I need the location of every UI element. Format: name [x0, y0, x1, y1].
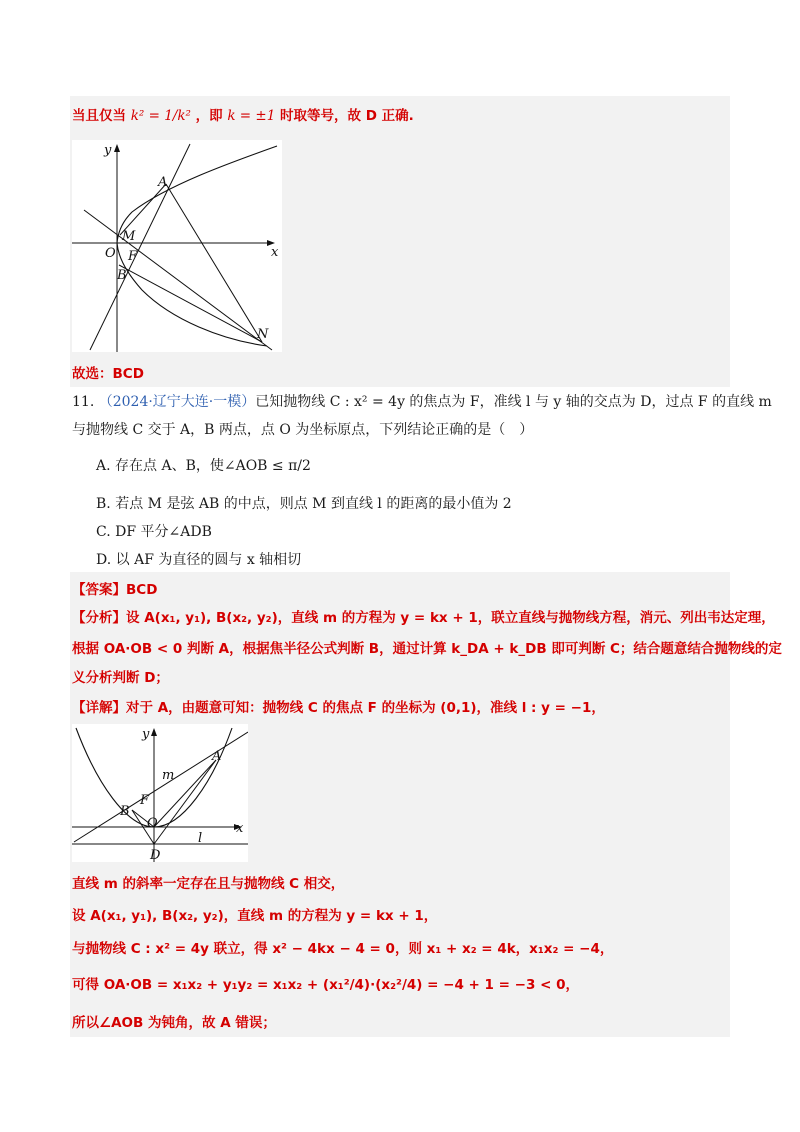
analysis-tag: 【分析】 [72, 610, 126, 626]
option-a-text: 存在点 A、B，使∠AOB ≤ π/2 [115, 458, 311, 474]
answer-value: BCD [126, 582, 158, 598]
figure-1-label-a: A [158, 175, 168, 190]
choice-line: 故选：BCD [72, 366, 144, 382]
problem-text-1: 已知抛物线 C : x² = 4y 的焦点为 F，准线 l 与 y 轴的交点为 D，过点 F 的直线 m [255, 394, 772, 410]
analysis-text-1: 设 A(x₁, y₁), B(x₂, y₂)，直线 m 的方程为 y = kx + 1，联立直线与抛物线方程，消元、列出韦达定理， [126, 610, 775, 626]
option-d [96, 549, 301, 569]
figure-2-label-l: l [198, 831, 203, 846]
figure-1-label-y: y [104, 143, 112, 158]
option-a-key: A. [96, 458, 111, 474]
step-line-3: 与抛物线 C : x² = 4y 联立，得 x² − 4kx − 4 = 0，则 x₁ + x₂ = 4k，x₁x₂ = −4， [72, 941, 614, 957]
problem-source: （2024·辽宁大连·一模） [98, 394, 256, 410]
figure-1-label-o: O [105, 246, 116, 261]
detail-tag: 【详解】 [72, 700, 126, 716]
top-conclusion [72, 104, 414, 124]
analysis-line-1 [72, 606, 775, 626]
figure-1-label-n: N [257, 327, 269, 342]
figure-2-label-m: m [162, 768, 175, 783]
figure-2-label-f: F [140, 793, 150, 808]
conclusion-math-1: k² = 1/k² [130, 108, 191, 124]
answer-line [72, 578, 157, 598]
conclusion-middle: ，即 [195, 108, 223, 124]
figure-2-label-x: x [236, 821, 244, 836]
figure-2-label-d: D [150, 848, 161, 862]
problem-number: 11. [72, 394, 95, 410]
option-b [96, 493, 512, 513]
figure-1-label-m: M [122, 229, 136, 244]
answer-tag: 【答案】 [72, 582, 126, 598]
option-d-text: 以 AF 为直径的圆与 x 轴相切 [115, 552, 302, 568]
figure-2-label-y: y [142, 727, 150, 742]
conclusion-math-2: k = ±1 [227, 108, 276, 124]
option-b-text: 若点 M 是弦 AB 的中点，则点 M 到直线 l 的距离的最小值为 2 [115, 496, 512, 512]
figure-1-label-b: B [117, 268, 127, 283]
option-c-text: DF 平分∠ADB [115, 524, 212, 540]
figure-1-label-f: F [128, 249, 138, 264]
detail-line-1 [72, 696, 605, 716]
figure-1-label-x: x [271, 245, 279, 260]
step-line-1: 直线 m 的斜率一定存在且与抛物线 C 相交， [72, 876, 345, 892]
figure-2-parabola-diagram [72, 724, 248, 862]
figure-1-parabola-diagram [72, 140, 282, 352]
figure-2-label-o: O [147, 816, 158, 831]
detail-text-1: 对于 A，由题意可知：抛物线 C 的焦点 F 的坐标为 (0,1)，准线 l : y = −1， [126, 700, 605, 716]
figure-2-label-b: B [120, 804, 130, 819]
option-b-key: B. [96, 496, 111, 512]
option-c [96, 521, 212, 541]
step-line-5: 所以∠AOB 为钝角，故 A 错误； [72, 1015, 276, 1031]
option-c-key: C. [96, 524, 111, 540]
figure-2-label-a: A [212, 749, 222, 764]
option-a [96, 455, 311, 475]
conclusion-suffix: 时取等号，故 D 正确. [280, 108, 414, 124]
conclusion-prefix: 当且仅当 [72, 108, 126, 124]
step-line-2: 设 A(x₁, y₁), B(x₂, y₂)，直线 m 的方程为 y = kx + 1， [72, 908, 438, 924]
step-line-4: 可得 OA·OB = x₁x₂ + y₁y₂ = x₁x₂ + (x₁²/4)·(x₂²/4) = −4 + 1 = −3 < 0， [72, 977, 579, 993]
option-d-key: D. [96, 552, 112, 568]
analysis-line-2: 根据 OA·OB < 0 判断 A，根据焦半径公式判断 B，通过计算 k_DA + k_DB 即可判断 C；结合题意结合抛物线的定 [72, 641, 782, 657]
analysis-line-3: 义分析判断 D； [72, 670, 169, 686]
problem-line-1 [72, 391, 772, 411]
figure-2-background [72, 724, 248, 862]
problem-line-2: 与抛物线 C 交于 A，B 两点，点 O 为坐标原点，下列结论正确的是（ ） [72, 422, 534, 438]
